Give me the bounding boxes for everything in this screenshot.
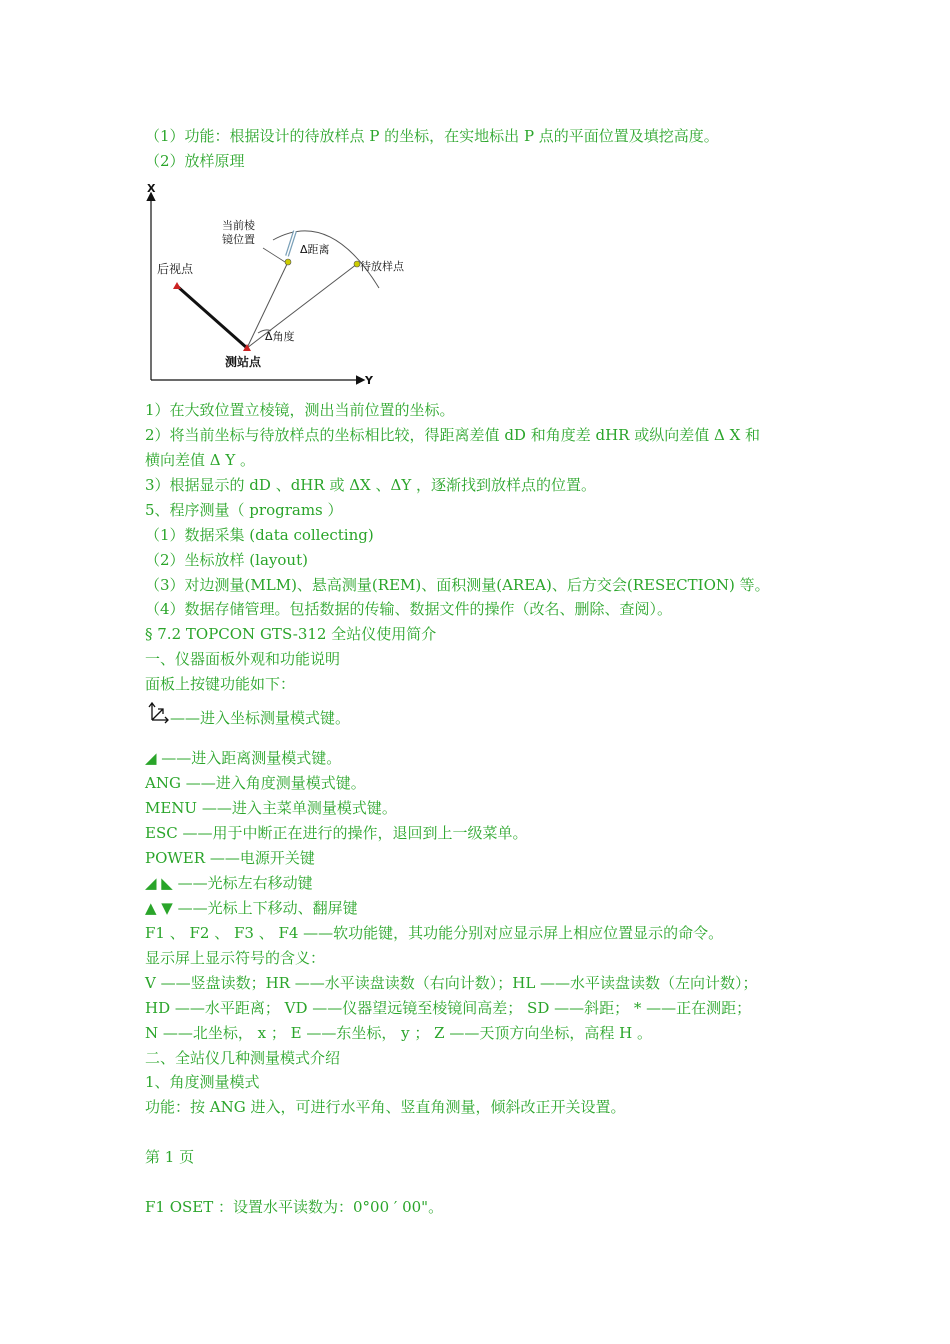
text-line: 一、仪器面板外观和功能说明 <box>145 650 341 668</box>
y-axis-label: Y <box>365 374 373 387</box>
text-line: ANG ——进入角度测量模式键。 <box>145 774 366 792</box>
prism-highlight <box>287 231 295 256</box>
coordinate-key-icon <box>146 700 170 724</box>
text-line: MENU ——进入主菜单测量模式键。 <box>145 799 397 817</box>
text-line: N ——北坐标， x ； E ——东坐标， y ； Z ——天顶方向坐标，高程 H 。 <box>145 1024 652 1042</box>
text-line: 功能：按 ANG 进入，可进行水平角、竖直角测量，倾斜改正开关设置。 <box>145 1098 626 1116</box>
delta-distance-label: Δ距离 <box>300 243 330 256</box>
text-line: 5、程序测量（ programs ） <box>145 501 343 519</box>
target-point-label: 待放样点 <box>360 260 404 273</box>
current-prism-label-2: 镜位置 <box>222 233 255 246</box>
text-line: HD ——水平距离； VD ——仪器望远镜至棱镜间高差； SD ——斜距； * ——正在测距； <box>145 999 752 1017</box>
text-line: 显示屏上显示符号的含义： <box>145 949 326 967</box>
text-line: （1）功能：根据设计的待放样点 P 的坐标，在实地标出 P 点的平面位置及填挖高度。 <box>145 127 719 145</box>
text-line: F1 OSET ：设置水平读数为：0°00 ′ 00"。 <box>145 1198 444 1216</box>
text-line: 1）在大致位置立棱镜，测出当前位置的坐标。 <box>145 401 455 419</box>
text-line: （1）数据采集 (data collecting) <box>145 526 374 544</box>
text-line: 1、角度测量模式 <box>145 1073 260 1091</box>
station-label: 测站点 <box>225 355 262 369</box>
x-axis-label: X <box>147 182 156 195</box>
text-line: 二、全站仪几种测量模式介绍 <box>145 1049 341 1067</box>
text-line: F1 、 F2 、 F3 、 F4 ——软功能键，其功能分别对应显示屏上相应位置显示的命令。 <box>145 924 724 942</box>
text-line: 横向差值 Δ Y 。 <box>145 451 256 469</box>
backsight-label: 后视点 <box>157 262 194 276</box>
delta-angle-label: Δ角度 <box>265 330 295 343</box>
text-line: ◢ ——进入距离测量模式键。 <box>145 749 342 767</box>
text-line: 面板上按键功能如下： <box>145 675 296 693</box>
text-line: （3）对边测量(MLM)、悬高测量(REM)、面积测量(AREA)、后方交会(RESECTION) 等。 <box>145 576 770 594</box>
current-prism-label-1: 当前棱 <box>222 219 255 232</box>
ray-target <box>247 264 357 348</box>
current-leader <box>263 248 285 262</box>
current-point-marker <box>285 259 291 265</box>
text-line: 2）将当前坐标与待放样点的坐标相比较，得距离差值 dD 和角度差 dHR 或纵向差值 Δ X 和 <box>145 426 761 444</box>
text-line: （2）放样原理 <box>145 152 245 170</box>
page-number: 第 1 页 <box>145 1148 195 1166</box>
text-line: ESC ——用于中断正在进行的操作，退回到上一级菜单。 <box>145 824 528 842</box>
backsight-marker <box>173 282 181 289</box>
text-line: POWER ——电源开关键 <box>145 849 315 867</box>
text-line: （2）坐标放样 (layout) <box>145 551 308 569</box>
text-line: ——进入坐标测量模式键。 <box>170 709 351 727</box>
text-line: （4）数据存储管理。包括数据的传输、数据文件的操作（改名、删除、查阅）。 <box>145 600 673 618</box>
text-line: § 7.2 TOPCON GTS-312 全站仪使用简介 <box>145 625 437 643</box>
text-line: 3）根据显示的 dD 、dHR 或 ΔX 、ΔY ，逐渐找到放样点的位置。 <box>145 476 597 494</box>
text-line: ◢ ◣ ——光标左右移动键 <box>145 874 313 892</box>
stakeout-principle-diagram <box>145 178 415 388</box>
text-line: V ——竖盘读数；HR ——水平读盘读数（右向计数）；HL ——水平读盘读数（左向计数）； <box>145 974 758 992</box>
text-line: ▲ ▼ ——光标上下移动、翻屏键 <box>145 899 358 917</box>
backsight-line <box>177 286 247 348</box>
